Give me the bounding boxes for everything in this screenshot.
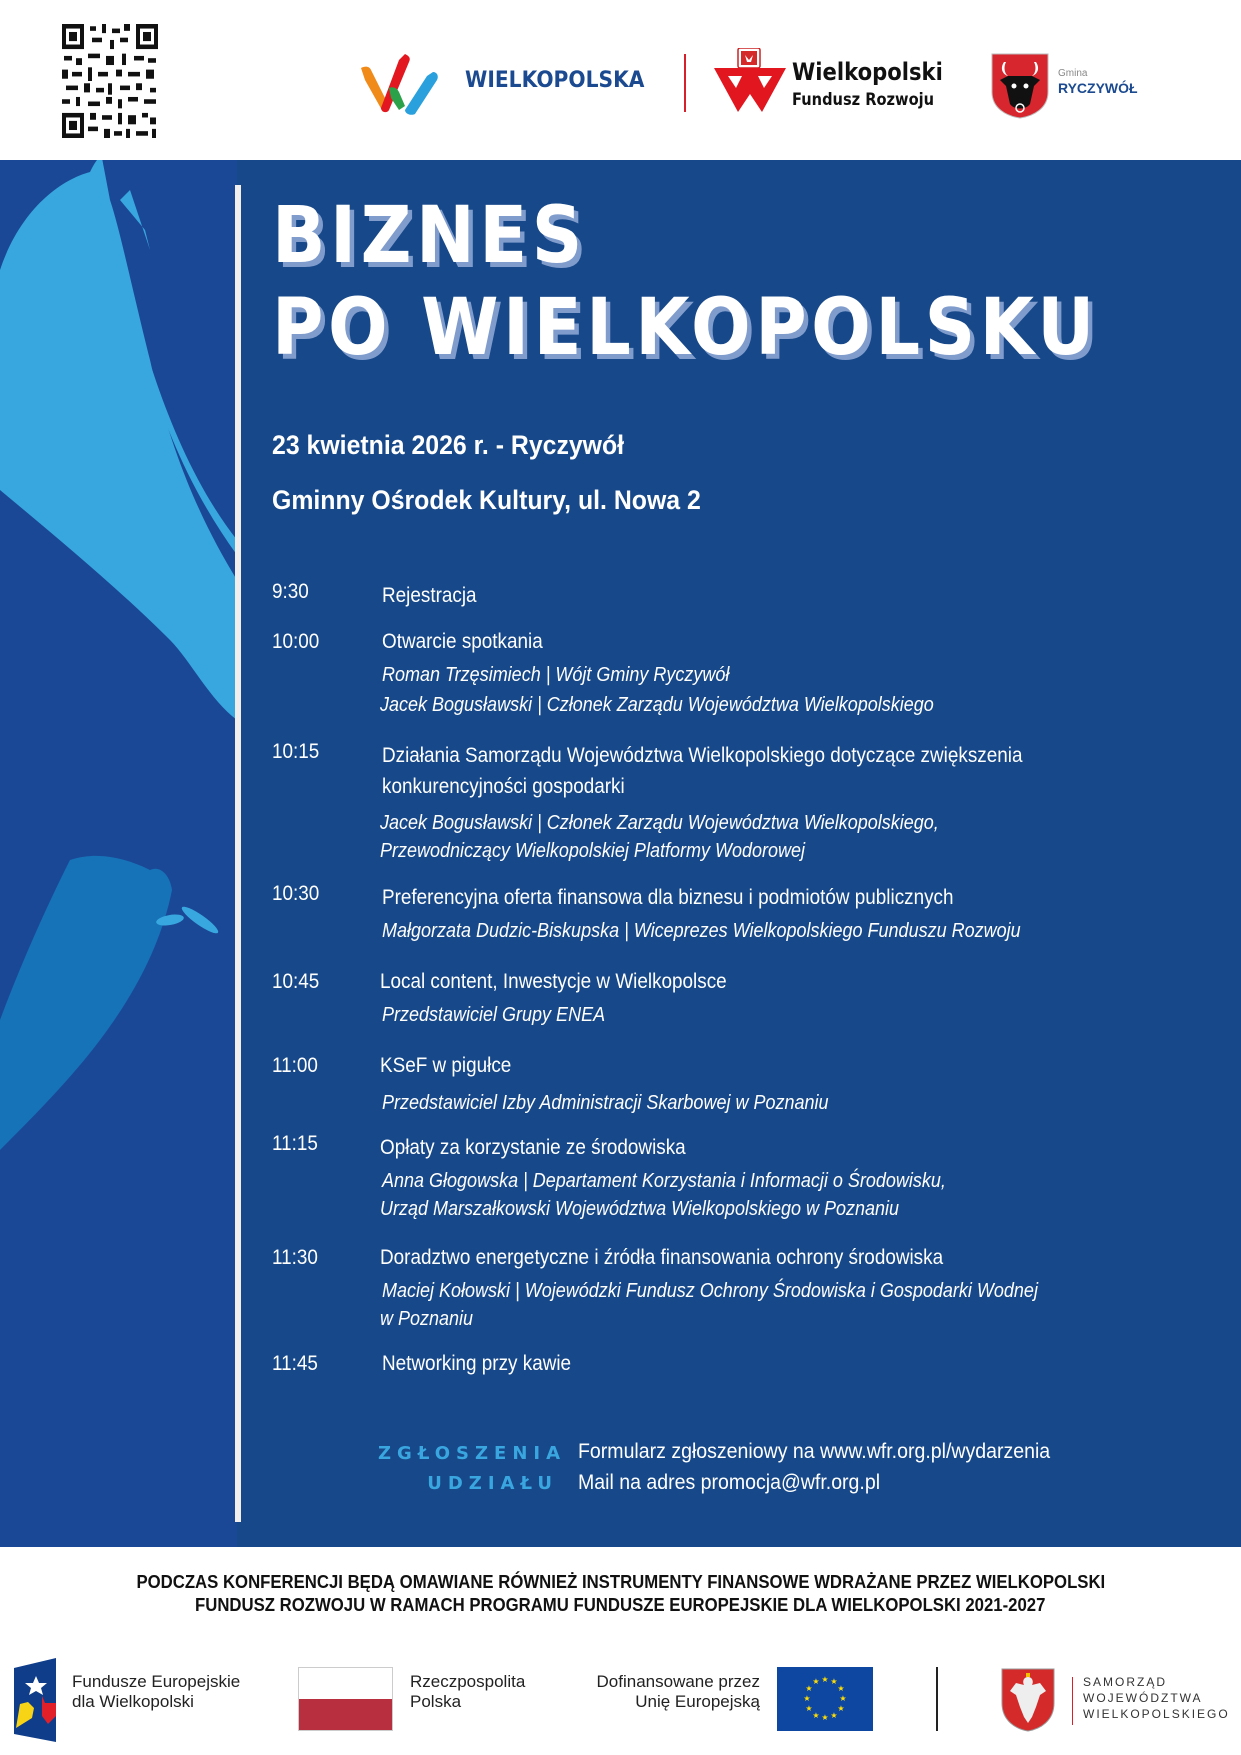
qr-code-icon[interactable]: [62, 24, 158, 138]
agenda-topic: Doradztwo energetyczne i źródła finansowania ochrony środowiska: [380, 1246, 944, 1269]
event-title: [272, 190, 1099, 374]
svg-text:★: ★: [830, 1677, 838, 1686]
agenda-speaker: Przewodniczący Wielkopolskiej Platformy Wodorowej: [380, 840, 805, 862]
fe-line1: Fundusze Europejskie: [72, 1672, 241, 1691]
agenda-time: 10:45: [272, 970, 320, 993]
ue-logo-text: [560, 1672, 760, 1712]
svg-text:★: ★: [805, 1704, 813, 1713]
agenda-speaker: Przedstawiciel Izby Administracji Skarbowej w Poznaniu: [382, 1092, 829, 1114]
rp-line1: Rzeczpospolita: [410, 1672, 526, 1691]
agenda-time: 11:30: [272, 1246, 318, 1269]
sww-line2: WOJEWÓDZTWA: [1083, 1691, 1203, 1705]
gmina-label: Gmina: [1058, 68, 1088, 79]
wfr-logo-line1: Wielkopolski: [792, 58, 943, 86]
svg-text:★: ★: [839, 1694, 847, 1703]
wielkopolska-w-icon: [355, 48, 455, 120]
agenda-speaker: Anna Głogowska | Departament Korzystania i Informacji o Środowisku,: [382, 1170, 946, 1192]
gmina-ryczywol-logo: [990, 52, 1150, 122]
footer-logos: [0, 1650, 1241, 1740]
fe-line2: dla Wielkopolski: [72, 1692, 194, 1711]
agenda-topic: Otwarcie spotkania: [382, 630, 543, 653]
header-divider: [684, 54, 686, 112]
svg-text:★: ★: [805, 1684, 813, 1693]
wielkopolska-logo: [355, 48, 655, 120]
bull-crest-icon: [990, 52, 1050, 120]
sww-logo-text: [1083, 1674, 1230, 1722]
svg-text:★: ★: [837, 1684, 845, 1693]
svg-text:★: ★: [812, 1677, 820, 1686]
agenda-speaker: Jacek Bogusławski | Członek Zarządu Województwa Wielkopolskiego,: [380, 812, 939, 834]
agenda-time: 9:30: [272, 580, 309, 603]
header: [0, 0, 1241, 160]
svg-text:★: ★: [821, 1713, 829, 1722]
svg-text:★: ★: [837, 1704, 845, 1713]
svg-text:★: ★: [821, 1675, 829, 1684]
agenda-speaker: Maciej Kołowski | Wojewódzki Fundusz Ochrony Środowiska i Gospodarki Wodnej: [382, 1280, 1038, 1302]
eu-flag-icon: [777, 1667, 873, 1731]
brush-decoration: [0, 160, 237, 1547]
agenda-topic: Rejestracja: [382, 584, 477, 607]
agenda-topic: Opłaty za korzystanie ze środowiska: [380, 1136, 686, 1159]
event-date: 23 kwietnia 2026 r. - Ryczywół: [272, 430, 625, 460]
vertical-accent-bar: [235, 185, 241, 1522]
agenda-speaker: Roman Trzęsimiech | Wójt Gminy Ryczywół: [382, 664, 730, 686]
agenda-speaker: Urząd Marszałkowski Województwa Wielkopolskiego w Poznaniu: [380, 1198, 900, 1220]
fundusze-europejskie-icon: [12, 1658, 58, 1742]
wfr-logo-line2: Fundusz Rozwoju: [792, 90, 935, 110]
sww-line3: WIELKOPOLSKIEGO: [1083, 1707, 1230, 1721]
wielkopolska-eagle-crest-icon: [1000, 1667, 1056, 1733]
funding-notice: [0, 1571, 1241, 1617]
agenda-speaker: Przedstawiciel Grupy ENEA: [382, 1004, 606, 1026]
agenda-time: 10:00: [272, 630, 320, 653]
brush-stroke-icon: [0, 160, 237, 1547]
title-line2: PO WIELKOPOLSKU: [272, 283, 1099, 373]
agenda-time: 11:00: [272, 1054, 318, 1077]
agenda-topic: Preferencyjna oferta finansowa dla biznesu i podmiotów publicznych: [382, 886, 954, 909]
event-venue: Gminny Ośrodek Kultury, ul. Nowa 2: [272, 485, 701, 515]
gmina-name: RYCZYWÓŁ: [1058, 80, 1138, 96]
registration-label-line2: UDZIAŁU: [427, 1473, 558, 1494]
wfr-logo: [712, 48, 962, 118]
polish-flag-icon: [298, 1667, 393, 1731]
registration-label-line1: ZGŁOSZENIA: [378, 1443, 567, 1464]
svg-text:★: ★: [830, 1711, 838, 1720]
agenda-topic-continued: konkurencyjności gospodarki: [382, 775, 625, 798]
agenda-topic: Działania Samorządu Województwa Wielkopolskiego dotyczące zwiększenia: [382, 744, 1023, 767]
sww-line1: SAMORZĄD: [1083, 1675, 1168, 1689]
event-panel: [0, 160, 1241, 1547]
agenda-speaker: Małgorzata Dudzic-Biskupska | Wiceprezes Wielkopolskiego Funduszu Rozwoju: [382, 920, 1021, 942]
footer-divider: [936, 1667, 938, 1731]
ue-line2: Unię Europejską: [635, 1692, 760, 1711]
agenda-topic: Networking przy kawie: [382, 1352, 572, 1375]
agenda-time: 11:45: [272, 1352, 318, 1375]
agenda-topic: KSeF w pigułce: [380, 1054, 512, 1077]
rp-logo-text: [410, 1672, 525, 1712]
agenda-speaker: Jacek Bogusławski | Członek Zarządu Województwa Wielkopolskiego: [380, 694, 934, 716]
svg-text:★: ★: [812, 1711, 820, 1720]
agenda-topic: Local content, Inwestycje w Wielkopolsce: [380, 970, 727, 993]
agenda-speaker: w Poznaniu: [380, 1308, 474, 1330]
sww-divider: [1072, 1677, 1073, 1725]
agenda-time: 11:15: [272, 1132, 318, 1155]
wielkopolska-logo-text: WIELKOPOLSKA: [465, 68, 645, 93]
title-line1: BIZNES: [272, 191, 587, 281]
agenda-time: 10:30: [272, 882, 320, 905]
notice-line1: PODCZAS KONFERENCJI BĘDĄ OMAWIANE RÓWNIEŻ INSTRUMENTY FINANSOWE WDRAŻANE PRZEZ WIELKOPOLSKI: [136, 1572, 1105, 1592]
ue-line1: Dofinansowane przez: [596, 1672, 760, 1691]
rp-line2: Polska: [410, 1692, 462, 1711]
wfr-w-crest-icon: [712, 48, 788, 118]
agenda-time: 10:15: [272, 740, 320, 763]
notice-line2: FUNDUSZ ROZWOJU W RAMACH PROGRAMU FUNDUSZE EUROPEJSKIE DLA WIELKOPOLSKI 2021-2027: [195, 1595, 1046, 1615]
fe-logo-text: [72, 1672, 240, 1712]
registration-form-link[interactable]: Formularz zgłoszeniowy na www.wfr.org.pl/wydarzenia: [578, 1440, 1051, 1463]
svg-text:★: ★: [803, 1694, 811, 1703]
registration-email-link[interactable]: Mail na adres promocja@wfr.org.pl: [578, 1471, 881, 1494]
